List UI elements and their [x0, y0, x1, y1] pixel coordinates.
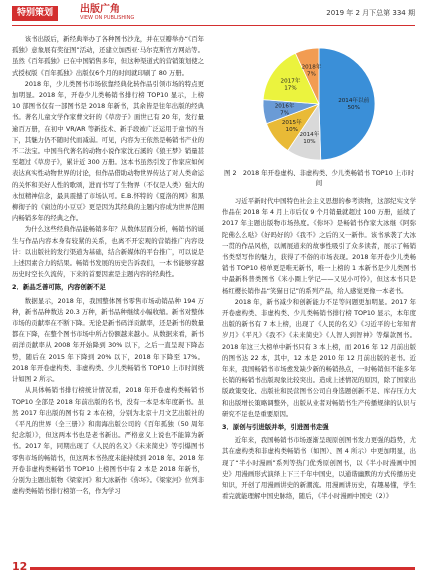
- slice-label: 2017年: [280, 78, 301, 85]
- slice-label: 10%: [303, 138, 316, 145]
- issue-info: 2019 年 2 月下总第 334 期: [326, 9, 415, 17]
- paragraph: 2018 年，新书减少和创新能力不足等问题更加明显。2017 年开卷虚构类、非虚构类、少儿类畅销书排行榜 TOP10 显示，本年度出版的新书有 7 本上榜，出现了《人民的名义》《习近平的七年知青岁月》《平凡》《我不》《未来简史》《人智人到智神》等爆款图书。2018 年这三大榜单中新书只有 3 本上榜，而 2016 年 12 月前出版的图书达 22 本，其中，12 本是 2010 年 12 月前出版的老书。近年来，我国畅销书市场愈发缺少新的畅销热点，一时畅销但不能多年长销的畅销书出版现象比较突出。造成上述情况的原因，除了国家出版政策变化、出版社和民营图书公司自身选题创新不足、库存压力大和出版增长策略调整外，出版从业者对畅销书生产传播规律的认识与研究不足也是重要原因。: [222, 297, 416, 418]
- paragraph: 为什么这些经典作品能畅销多年？从数体层面分析，畅销书的诞生与作品内容本身有较紧的关系，也离不开宏观的营销推广内容设计：以出版社的发行渠道为基础，结合新媒体的平台推广，可以说是上述因素合力的结果。畅销书发展的历史告诉我们，一本书能够穿越历史时空长久流传，下来的首要因素是主题内容的经典性。: [12, 225, 204, 279]
- section-heading: 3．原创与引进版并举，引进图书走强: [222, 423, 329, 432]
- page-number: 12: [12, 560, 28, 573]
- section-heading: 2．新品乏善可陈，内容创新不足: [12, 283, 106, 292]
- brand-title: 出版广角: [80, 4, 120, 15]
- right-column: [222, 196, 416, 502]
- section-tag: 特别策划: [12, 6, 58, 21]
- paragraph: 从具体畅销书排行榜统计情况看，2018 年开卷虚构类畅销书 TOP10 全部是 2018 年前出版的名书，没有一本是本年度新书。虽然 2017 年出版的图书有 2 本在榜，分别为北京十月文艺出版社的《平凡的世界（全三册）》和南海出版公司的《百年孤独（50 周年纪念版）》，但这两本书也是老书新出。严格意义上说也不能算为新书。2017 年，同期出现了《人民的名义》《未来简史》等引爆图书零售市场的畅销书，但这两本书热度未能持续到 2018 年。2018 年开卷非虚构类畅销书 TOP10 上榜图书中有 2 本是 2018 年新书，分别为主题出版物《梁家河》和大冰新作《你坏》。《梁家河》位列非虚构类畅销书排行榜第一名，作为学习: [12, 386, 204, 496]
- paragraph: 数据显示，2018 年，我国整体图书零售市场动销品种 194 万种，新书品种数达 20.3 万种，新书品种继续小幅收缩。新书对整体市场的贡献率在不断下降。无论是新书码洋贡献率，还是新书的数量都在下降，在整个图书市场中所占份额越来越小。从数据来看，新书码洋贡献率从 2008 年开始降到 30% 以下，之后一直呈现下降态势，随后在 2015 年下降到 20% 以下，2018 年下降至 17%。2018 年开卷虚构类、非虚构类、少儿类畅销书 TOP10 上市时间统计如图 2 所示。: [12, 296, 204, 384]
- slice-label: 17%: [284, 85, 297, 92]
- footer-bar: [30, 567, 415, 570]
- page-footer: [0, 559, 427, 579]
- paragraph: 习近平新时代中国特色社会主义思想的参考读物，这部纪实文学作品在 2018 年 4 月上市后仅 9 个月销量就超过 100 万册，延续了 2017 年主题出版物市场热度。《你坏》是畅销书作家大冰继《阿弥陀佛么么哒》《好吗好的》《我不》之后的又一新作。该书承袭了大冰一贯的作品风格，以阐展道来的故事性吸引了众多读者，展示了畅销书类型写作的魅力，获得了不俗的市场表现。2018 年开卷少儿类畅销书 TOP10 榜单更是唯无新书，唯一上榜的 1 本新书是少儿类图书中最新科普类图书《米小圈上学记——又见小可怜》，但这本书只是杨红樱长销作品“笑猫日记”的系列产品，给人感觉更像一本老书。: [222, 197, 416, 295]
- figure-caption: 图 2 2018 年开卷虚构、非虚构类、少儿类畅销书 TOP10 上市时间: [224, 169, 414, 187]
- header-divider: [12, 25, 415, 26]
- brand-subtitle: VIEW ON PUBLISHING: [80, 15, 135, 21]
- paragraph: 2018 年，少儿类图书市场依靠经典化转作品引领市场的特点更加明显。2018 年，开卷少儿类畅销书排行榜 TOP10 显示，上榜 10 部图书仅有一部图书是 2018 年新书，其余皆是往年出版的经典书。著名儿童文学作家曹文轩的《草房子》面世已有 20 年，发行量逾百万册，在初中 VR/AR 等新技术、新手段被广泛运用于童书的当下，其魅力仍不随时代而减弱。可见，内容为王依然是畅销书产业的不二法宝。中国当代著名的动物小说作家沈石溪的《狼王梦》销量甚至超过《草房子》，累计近 300 万册。这本书虽然引发了作家应如何表达真实性动物世界的讨论，但作品借助动物世界传达了对人类命运的关怀和美好人性的歌颂，进而书写了生物界（不仅是人类）强大的永恒精神信念，最具震撼了市场认可。E.B.怀特的《夏洛的网》和黑柳彻子的《窗边的小豆豆》更是因为其经典的主题内容成为世界范围内畅销多年的经典之作。: [12, 79, 204, 223]
- left-column: [12, 34, 204, 497]
- slice-label: 2015年: [281, 120, 302, 127]
- slice-label: 2016年: [274, 103, 295, 110]
- slice-label: 10%: [285, 127, 298, 134]
- paragraph: 近年来，我国畅销书市场逐渐呈现原创图书发力更强的趋势，尤其在虚构类和非虚构类畅销书（如图）、图 4 所示）中更加明显，出现了“半小时漫画”系列等热门优秀原创图书，以《半小时漫画中国史》用漫画形式演绎上下三千年中国史，以通谐幽默的方式传播历史知识，开创了用漫画讲史的新潮流。用漫画讲历史，有趣易懂，学生看完就能理解中国史脉络，随后，《半小时漫画中国史（2）》: [222, 436, 416, 501]
- slice-label: 50%: [347, 104, 360, 111]
- slice-label: 7%: [307, 71, 316, 78]
- page-header: [0, 0, 427, 26]
- slice-label: 7%: [280, 110, 290, 117]
- slice-label: 2014年以前: [338, 97, 370, 104]
- paragraph: 该书出版后，新经典举办了各种图书沙龙，并在豆瓣举办“《百年孤独》意象展有奖征图”活动，还建立加西亚·马尔克斯官方网站等。虽然《百年孤独》已在中国销售多年，但这种渠道式的营销策划使之式授权版《百年孤独》出版仅6个月的时间就印刷了 80 万册。: [12, 35, 204, 77]
- slice-label: 2014年: [299, 131, 320, 138]
- slice-label: 2018年: [301, 64, 322, 71]
